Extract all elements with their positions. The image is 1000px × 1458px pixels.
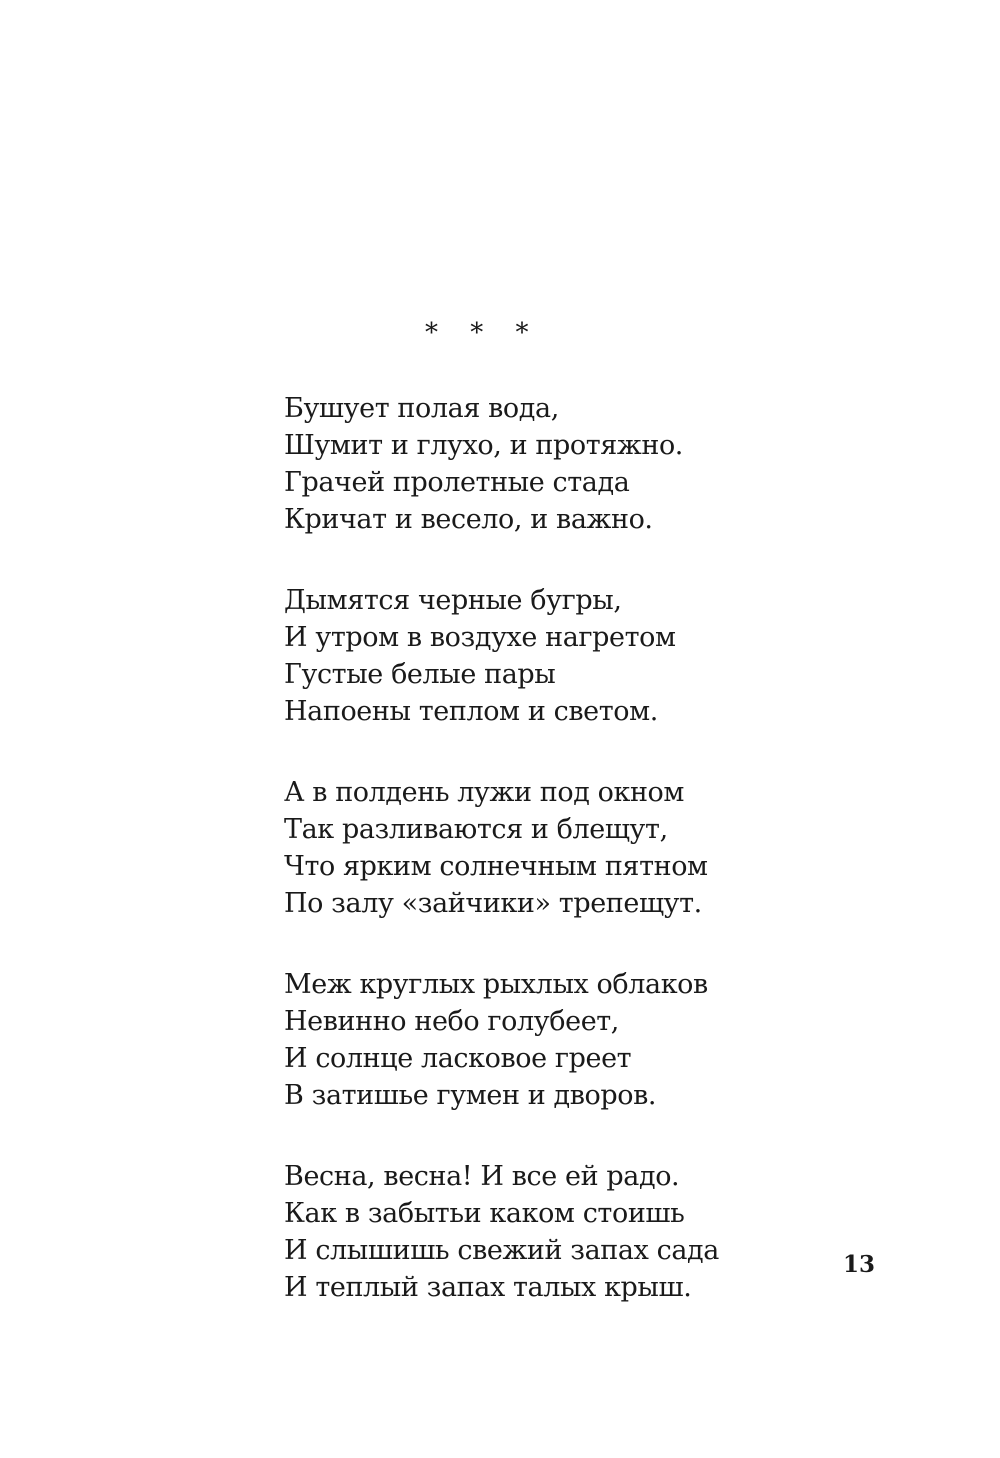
poem-line: Шумит и глухо, и протяжно. [284, 430, 683, 461]
poem-line: И теплый запах талых крыш. [284, 1272, 692, 1303]
poem-line: По залу «зайчики» трепещут. [284, 888, 702, 919]
poem-line: И солнце ласковое греет [284, 1043, 632, 1074]
poem-line: Напоены теплом и светом. [284, 696, 658, 727]
poem-line: Дымятся черные бугры, [284, 585, 622, 616]
stanza-5 [284, 1158, 844, 1306]
poem [284, 390, 844, 1350]
poem-line: Весна, весна! И все ей радо. [284, 1161, 680, 1192]
section-ornament: * * * [425, 318, 541, 348]
poem-line: Как в забытьи каком стоишь [284, 1198, 685, 1229]
poem-line: Так разливаются и блещут, [284, 814, 668, 845]
poem-line: И утром в воздухе нагретом [284, 622, 676, 653]
stanza-3 [284, 774, 844, 922]
poem-line: Что ярким солнечным пятном [284, 851, 708, 882]
poem-line: Грачей пролетные стада [284, 467, 630, 498]
poem-line: Невинно небо голубеет, [284, 1006, 619, 1037]
poem-line: В затишье гумен и дворов. [284, 1080, 657, 1111]
poem-line: И слышишь свежий запах сада [284, 1235, 719, 1266]
poem-line: А в полдень лужи под окном [284, 777, 684, 808]
poem-line: Бушует полая вода, [284, 393, 559, 424]
stanza-1 [284, 390, 844, 538]
poem-line: Кричат и весело, и важно. [284, 504, 653, 535]
poem-line: Меж круглых рыхлых облаков [284, 969, 708, 1000]
stanza-4 [284, 966, 844, 1114]
stanza-2 [284, 582, 844, 730]
page-number: 13 [843, 1251, 876, 1278]
poem-line: Густые белые пары [284, 659, 556, 690]
